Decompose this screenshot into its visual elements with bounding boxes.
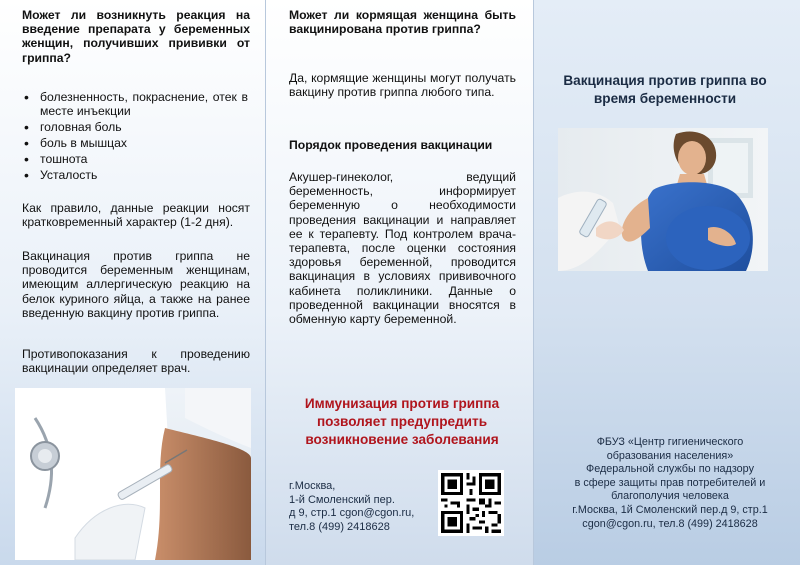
address-line: 1-й Смоленский пер. [289,493,395,506]
organization-info [550,436,790,531]
procedure-text: Акушер-гинеколог, ведущий беременность, информирует беременную о необходимости проведения вакцинации и направляет ее к терапевту. Под контролем врача-терапевта, после оценки состояния здоровья беременной, проводится вакцинация в условиях прививочного кабинета поликлиники. Данные о проведенной вакцинации вносятся в обменную карту беременной. [289,170,516,327]
reaction-heading: Может ли возникнуть реакция на введение препарата у беременных женщин, получивших прививки от гриппа? [22,8,250,65]
reaction-list [22,90,248,183]
brochure-title: Вакцинация против гриппа во время беременности [563,73,767,106]
vaccination-arm-photo [15,388,251,560]
org-line: г.Москва, 1й Смоленский пер.д 9, стр.1 [572,503,768,516]
org-line: Федеральной службы по надзору [586,463,754,476]
address-line: д 9, стр.1 cgon@cgon.ru, [289,507,415,520]
address-line: г.Москва, [289,480,336,492]
immunization-slogan: Иммунизация против гриппа позволяет предупредить возникновение заболевания [304,396,500,447]
fold-line [265,0,266,565]
org-line: образования населения» [606,449,734,462]
reaction-duration-text: Как правило, данные реакции носят кратковременный характер (1-2 дня). [22,201,250,230]
fold-line [533,0,534,565]
address-block [289,480,439,534]
pregnant-woman-photo [558,128,768,271]
contraindication-text: Вакцинация против гриппа не проводится беременным женщинам, имеющим аллергическую реакцию на белок куриного яйца, а также на ранее введенную вакцину против гриппа. [22,249,250,320]
doctor-decides-text: Противопоказания к проведению вакцинации определяет врач. [22,347,250,376]
org-line: благополучия человека [611,490,729,503]
list-item: • головная боль [22,119,248,135]
list-item: • болезненность, покраснение, отек в месте инъекции [22,90,248,118]
address-line: тел.8 (499) 2418628 [289,520,390,533]
procedure-heading: Порядок проведения вакцинации [289,138,493,152]
qr-code-icon [438,470,504,536]
list-item: • тошнота [22,151,248,167]
list-item: • боль в мышцах [22,135,248,151]
org-line: ФБУЗ «Центр гигиенического [596,436,744,448]
breastfeeding-answer: Да, кормящие женщины могут получать вакцину против гриппа любого типа. [289,71,516,100]
org-line: cgon@cgon.ru, тел.8 (499) 2418628 [582,517,758,530]
list-item: • Усталость [22,167,248,183]
breastfeeding-heading: Может ли кормящая женщина быть вакцинирована против гриппа? [289,8,516,37]
org-line: в сфере защиты прав потребителей и [574,476,766,489]
